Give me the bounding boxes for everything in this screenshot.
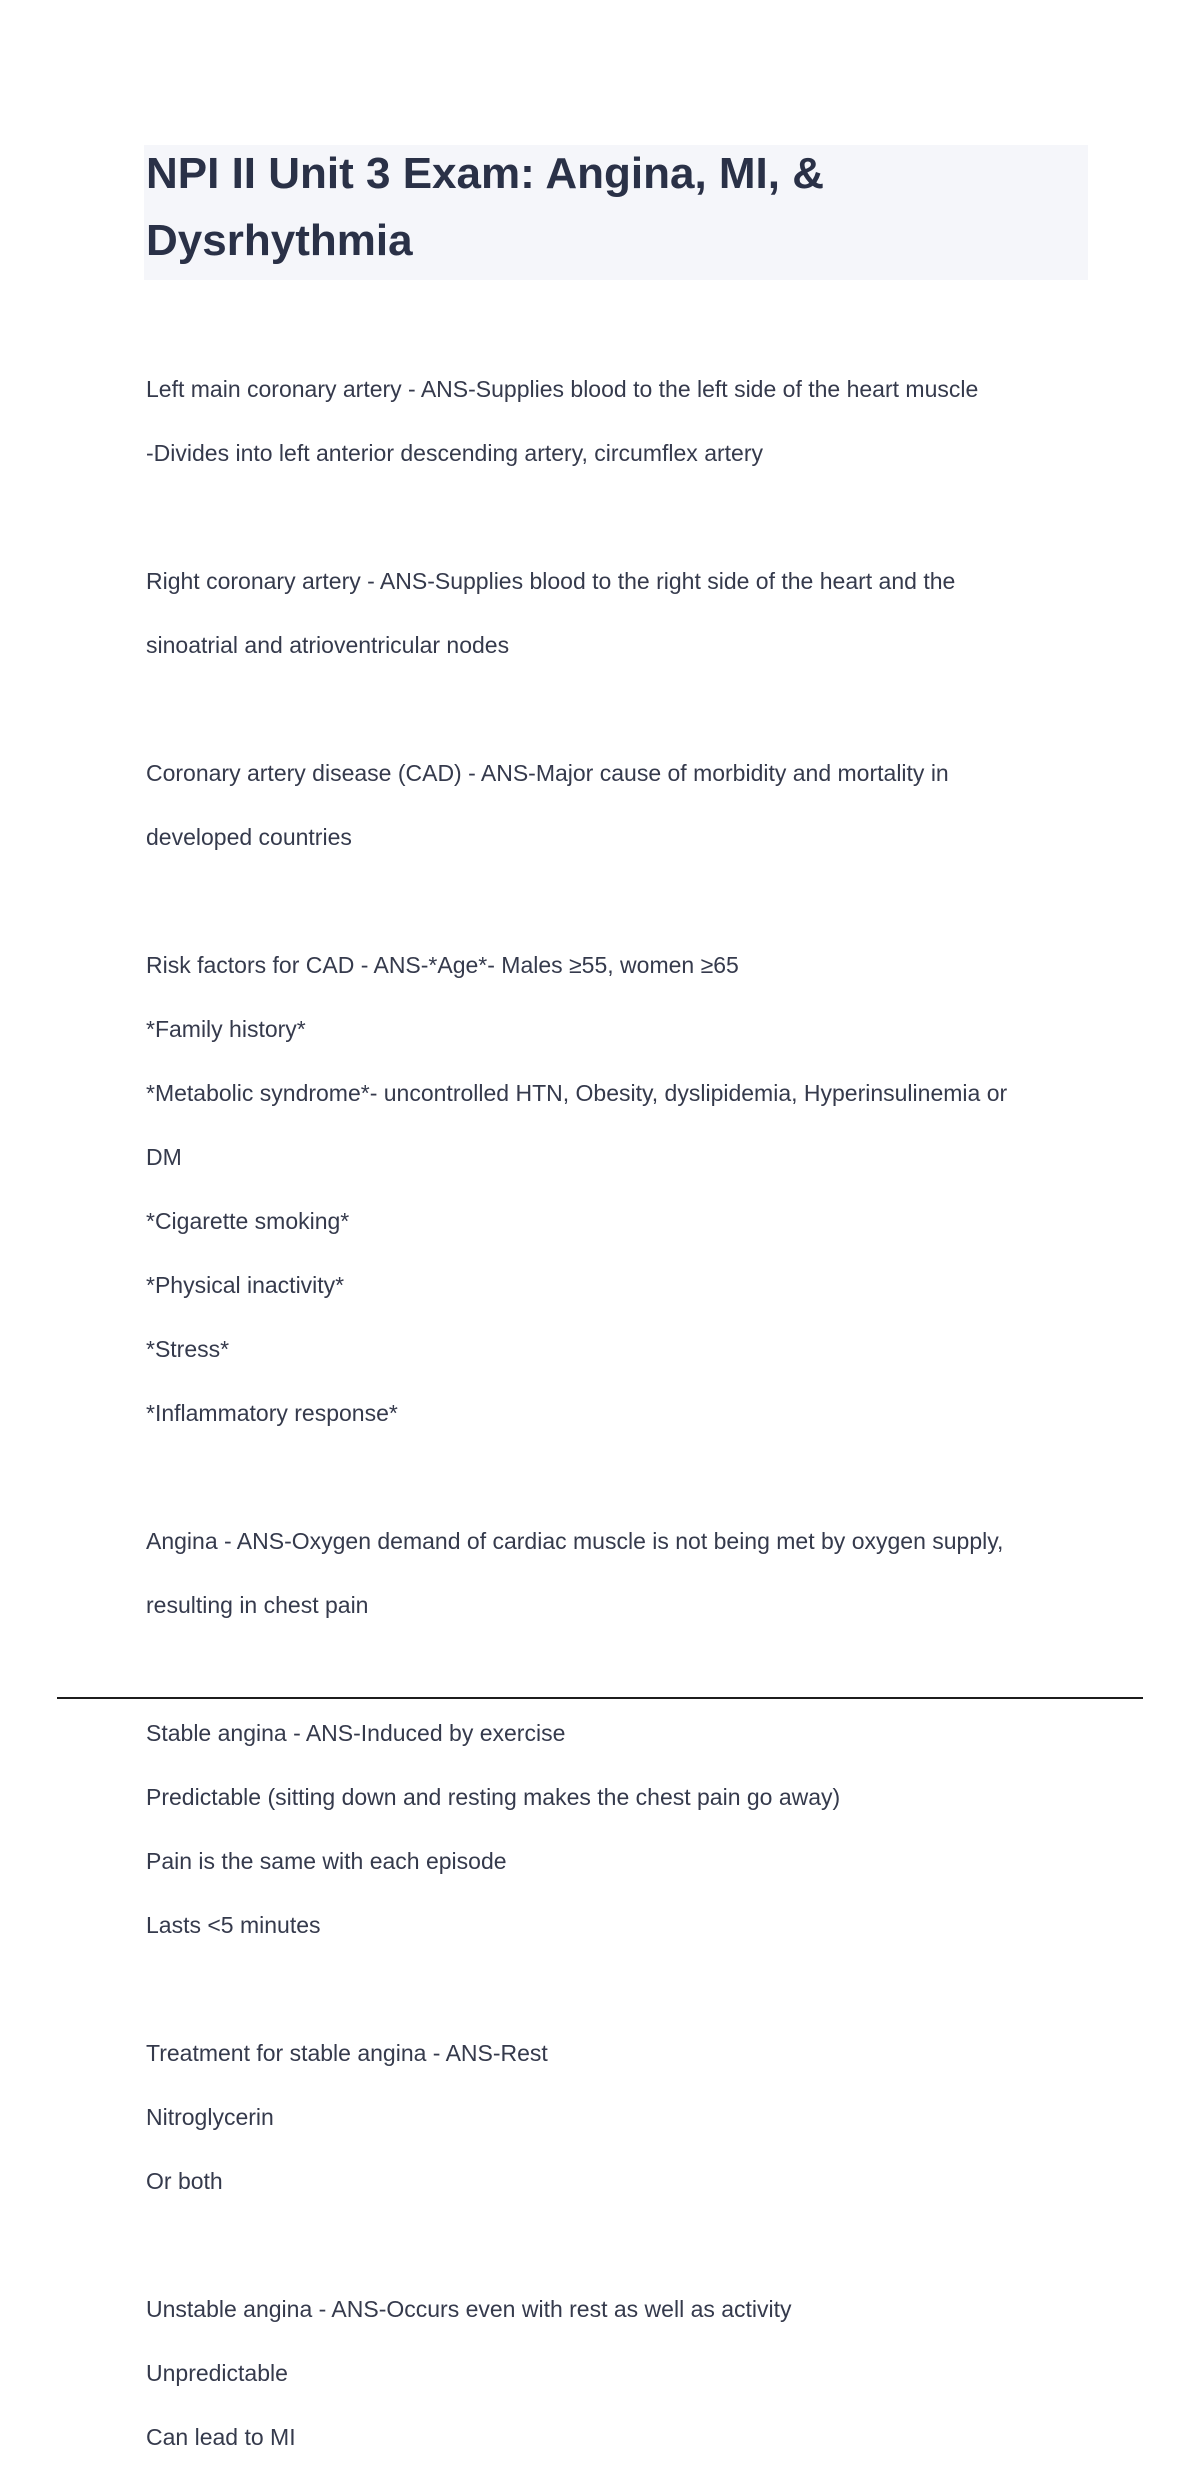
entry-line: Can lead to MI — [146, 2424, 296, 2450]
entry-line: Left main coronary artery - ANS-Supplies blood to the left side of the heart muscle — [146, 376, 979, 402]
entry-line: DM — [146, 1144, 182, 1170]
entry-line: Treatment for stable angina - ANS-Rest — [146, 2040, 548, 2066]
entry-right-coronary-artery — [146, 533, 1076, 693]
entry-line: Predictable (sitting down and resting makes the chest pain go away) — [146, 1784, 841, 1810]
entry-line: developed countries — [146, 824, 352, 850]
entry-coronary-artery-disease — [146, 725, 1076, 885]
entry-line: *Metabolic syndrome*- uncontrolled HTN, Obesity, dyslipidemia, Hyperinsulinemia or — [146, 1080, 1008, 1106]
entry-treatment-stable-angina — [146, 2005, 1076, 2229]
footer-divider — [57, 1697, 1143, 1699]
entry-line: Lasts <5 minutes — [146, 1912, 321, 1938]
entry-line: sinoatrial and atrioventricular nodes — [146, 632, 510, 658]
entry-angina — [146, 1493, 1076, 1653]
entry-list — [146, 341, 1076, 2485]
entry-line: *Cigarette smoking* — [146, 1208, 350, 1234]
entry-unstable-angina — [146, 2261, 1076, 2485]
entry-line: resulting in chest pain — [146, 1592, 369, 1618]
page-title: NPI II Unit 3 Exam: Angina, MI, & Dysrhythmia — [146, 149, 825, 265]
entry-line: Angina - ANS-Oxygen demand of cardiac muscle is not being met by oxygen supply, — [146, 1528, 1004, 1554]
entry-line: Unstable angina - ANS-Occurs even with rest as well as activity — [146, 2296, 792, 2322]
entry-line: *Stress* — [146, 1336, 230, 1362]
entry-line: Stable angina - ANS-Induced by exercise — [146, 1720, 566, 1746]
entry-line: *Physical inactivity* — [146, 1272, 345, 1298]
entry-stable-angina — [146, 1685, 1076, 1973]
entry-line: Nitroglycerin — [146, 2104, 274, 2130]
entry-line: Right coronary artery - ANS-Supplies blood to the right side of the heart and the — [146, 568, 956, 594]
entry-line: Or both — [146, 2168, 223, 2194]
entry-line: *Family history* — [146, 1016, 306, 1042]
entry-line: Unpredictable — [146, 2360, 288, 2386]
entry-line: Risk factors for CAD - ANS-*Age*- Males ≥55, women ≥65 — [146, 952, 739, 978]
entry-line: Coronary artery disease (CAD) - ANS-Major cause of morbidity and mortality in — [146, 760, 949, 786]
entry-line: *Inflammatory response* — [146, 1400, 398, 1426]
entry-line: -Divides into left anterior descending artery, circumflex artery — [146, 440, 763, 466]
entry-line: Pain is the same with each episode — [146, 1848, 507, 1874]
entry-risk-factors-cad — [146, 917, 1076, 1461]
entry-left-main-coronary-artery — [146, 341, 1076, 501]
